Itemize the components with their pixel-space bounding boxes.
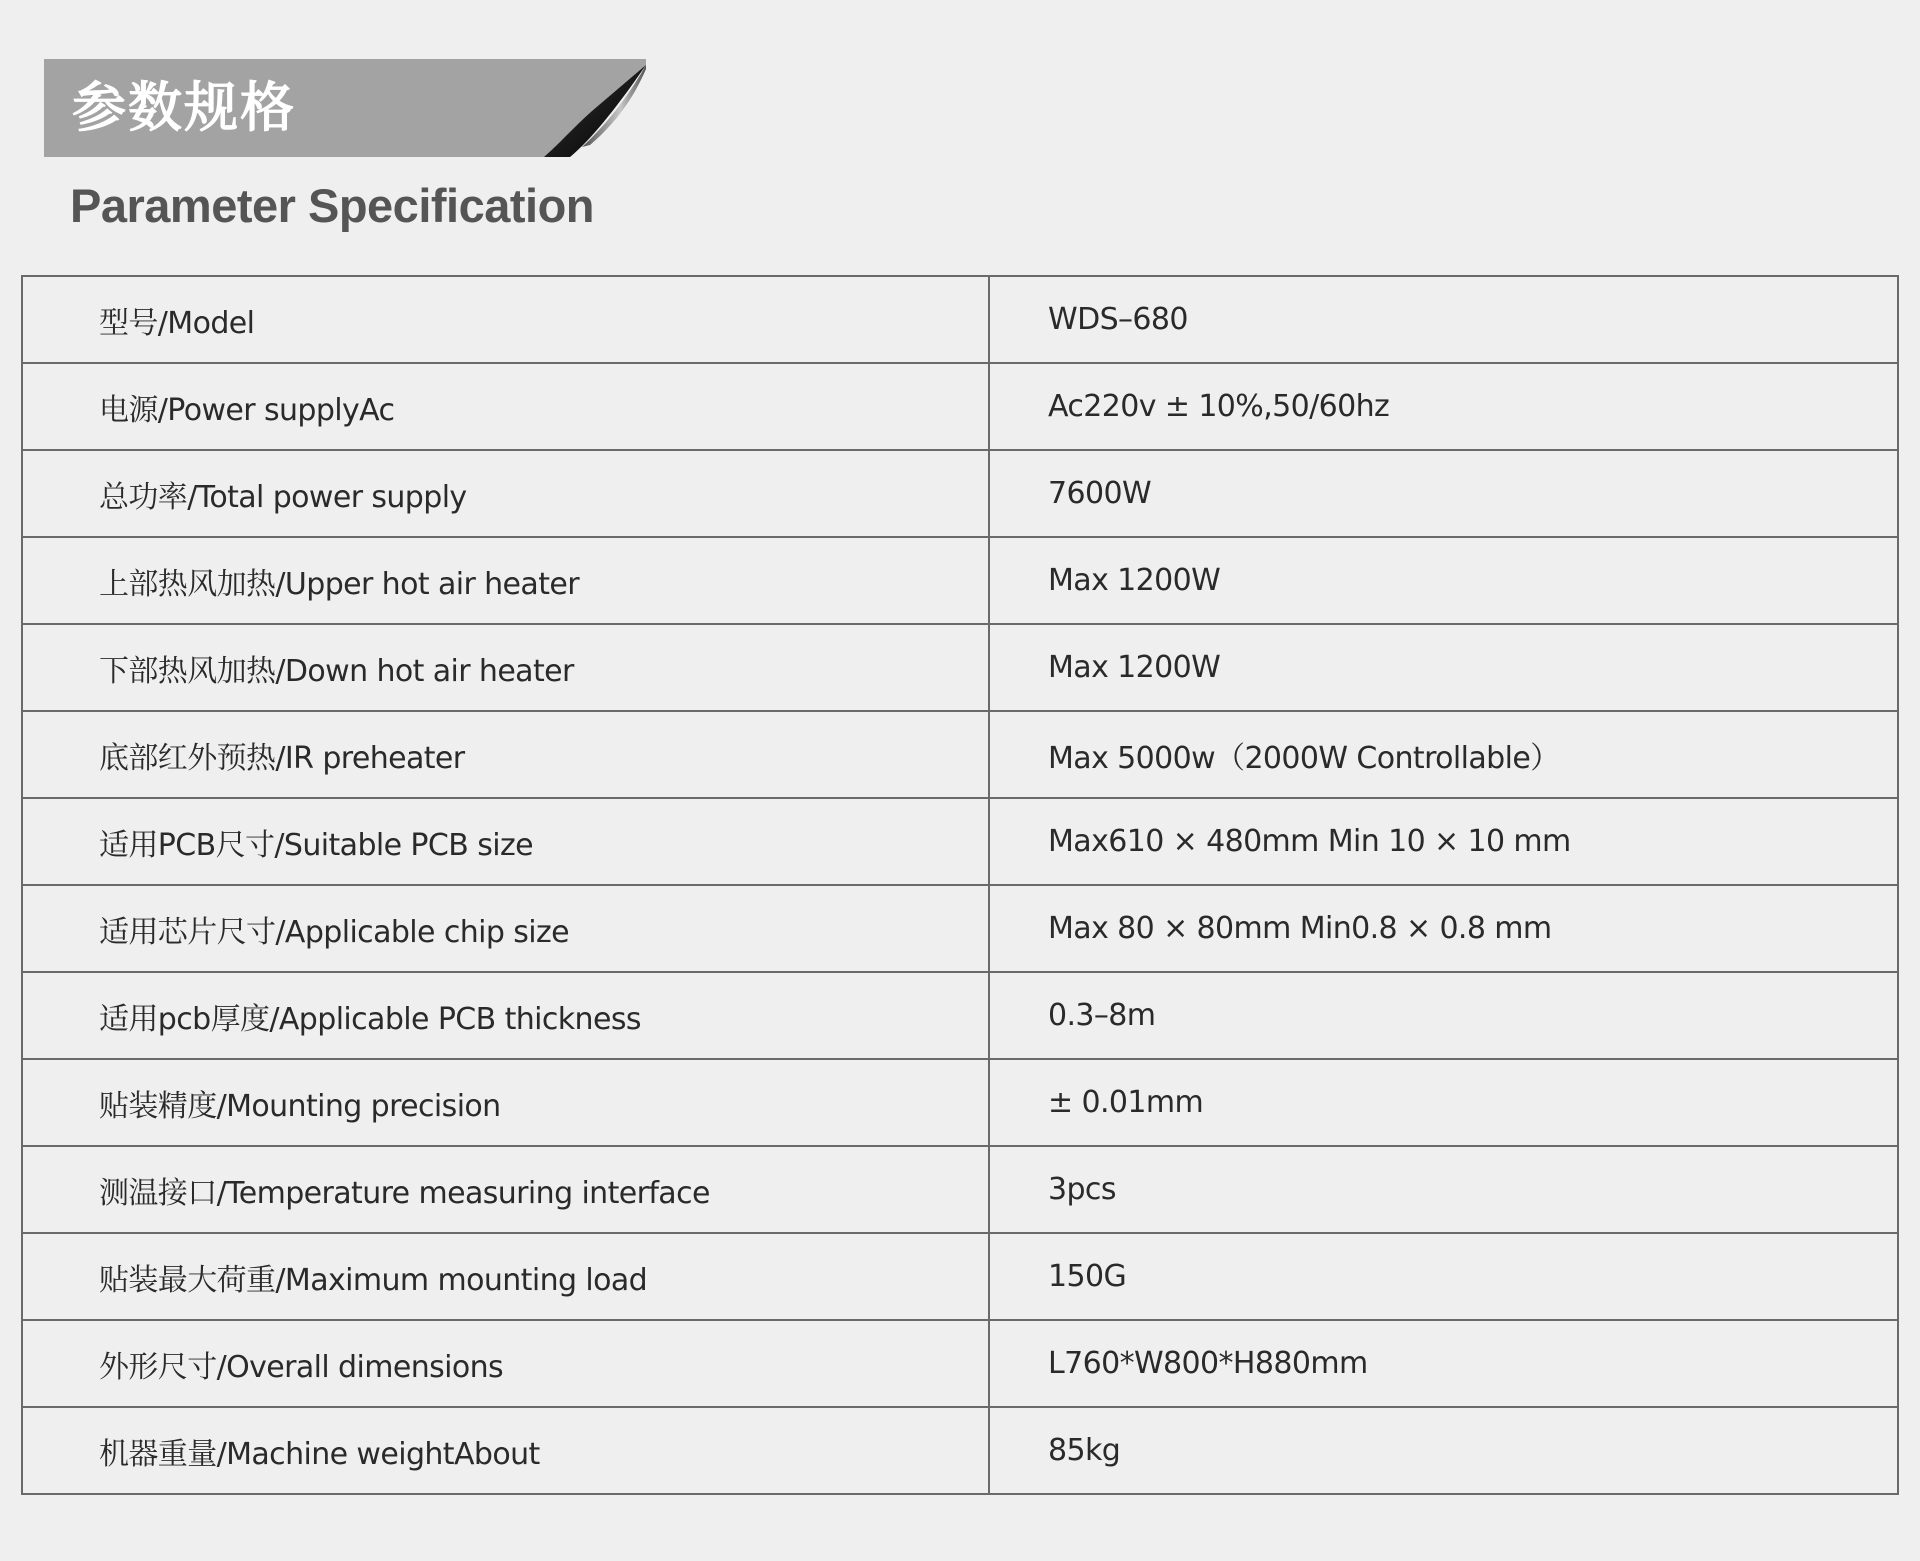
table-row: [22, 972, 1898, 1059]
table-row: [22, 1407, 1898, 1494]
spec-label: 底部红外预热/IR preheater: [22, 711, 989, 798]
spec-label: 总功率/Total power supply: [22, 450, 989, 537]
spec-label: 型号/Model: [22, 276, 989, 363]
spec-label: 贴装最大荷重/Maximum mounting load: [22, 1233, 989, 1320]
spec-value: 7600W: [989, 450, 1898, 537]
spec-value: Max 80 × 80mm Min0.8 × 0.8 mm: [989, 885, 1898, 972]
table-row: [22, 537, 1898, 624]
spec-value: 0.3–8m: [989, 972, 1898, 1059]
table-row: [22, 1146, 1898, 1233]
table-row: [22, 276, 1898, 363]
title-banner: [44, 59, 646, 157]
table-row: [22, 450, 1898, 537]
spec-label: 适用芯片尺寸/Applicable chip size: [22, 885, 989, 972]
section-title-chinese: 参数规格: [72, 76, 296, 139]
spec-value: Max 1200W: [989, 537, 1898, 624]
spec-label: 测温接口/Temperature measuring interface: [22, 1146, 989, 1233]
spec-value: 150G: [989, 1233, 1898, 1320]
spec-label: 贴装精度/Mounting precision: [22, 1059, 989, 1146]
section-title-english: Parameter Specification: [70, 179, 594, 232]
spec-value: Max610 × 480mm Min 10 × 10 mm: [989, 798, 1898, 885]
spec-value: Max 1200W: [989, 624, 1898, 711]
spec-label: 外形尺寸/Overall dimensions: [22, 1320, 989, 1407]
table-row: [22, 1320, 1898, 1407]
spec-label: 上部热风加热/Upper hot air heater: [22, 537, 989, 624]
spec-label: 电源/Power supplyAc: [22, 363, 989, 450]
spec-label: 下部热风加热/Down hot air heater: [22, 624, 989, 711]
spec-label: 机器重量/Machine weightAbout: [22, 1407, 989, 1494]
spec-value: 3pcs: [989, 1146, 1898, 1233]
table-row: [22, 624, 1898, 711]
spec-value: ± 0.01mm: [989, 1059, 1898, 1146]
table-row: [22, 1059, 1898, 1146]
table-row: [22, 711, 1898, 798]
table-row: [22, 1233, 1898, 1320]
table-row: [22, 363, 1898, 450]
spec-value: Ac220v ± 10%,50/60hz: [989, 363, 1898, 450]
table-row: [22, 798, 1898, 885]
spec-label: 适用pcb厚度/Applicable PCB thickness: [22, 972, 989, 1059]
spec-value: 85kg: [989, 1407, 1898, 1494]
spec-value: L760*W800*H880mm: [989, 1320, 1898, 1407]
table-row: [22, 885, 1898, 972]
parameter-spec-table: [21, 275, 1899, 1495]
spec-value: WDS–680: [989, 276, 1898, 363]
spec-label: 适用PCB尺寸/Suitable PCB size: [22, 798, 989, 885]
spec-value: Max 5000w（2000W Controllable）: [989, 711, 1898, 798]
